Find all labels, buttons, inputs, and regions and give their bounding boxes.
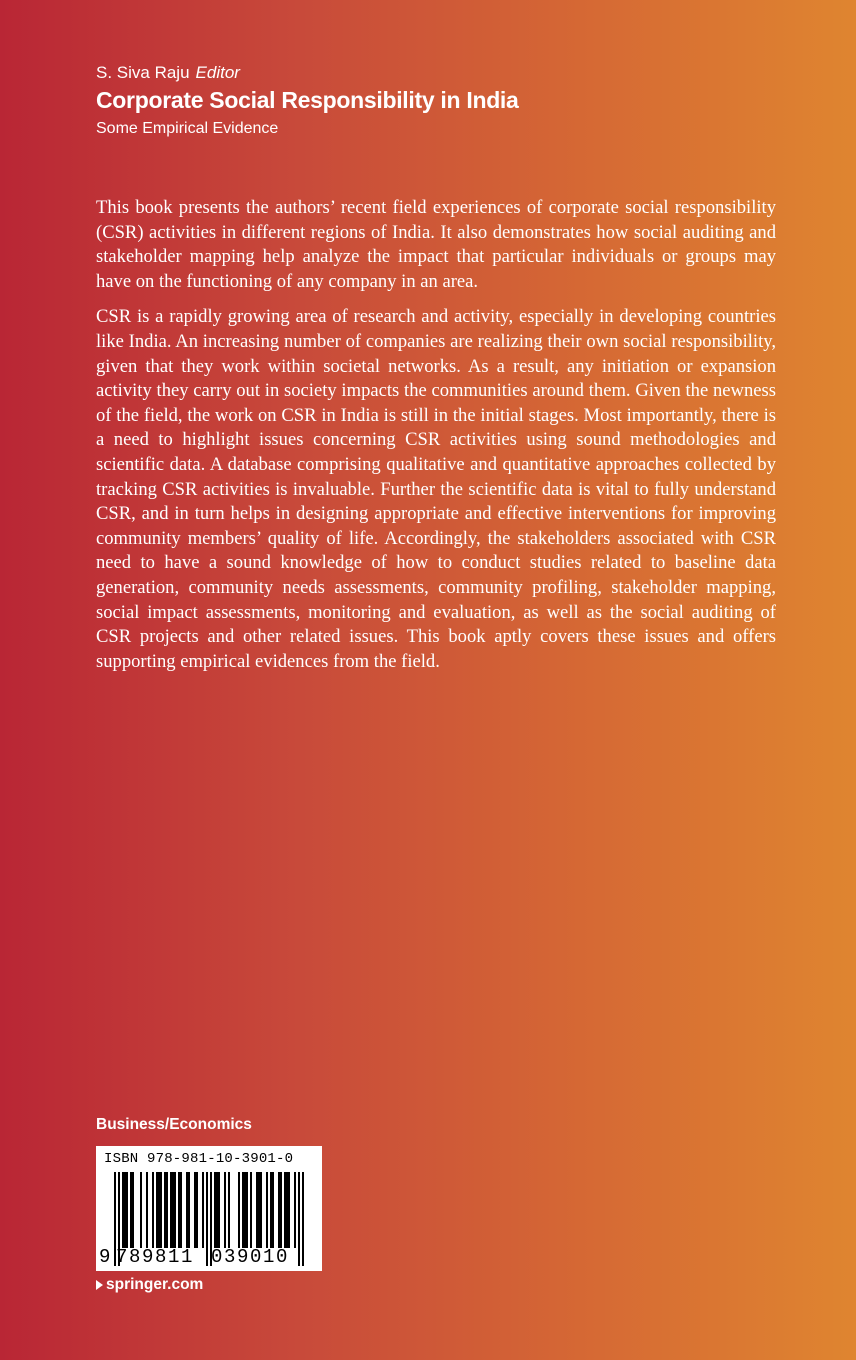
barcode-bar [164,1172,166,1248]
editor-role: Editor [195,63,240,82]
barcode-left-digits: 789811 [116,1246,195,1268]
barcode-bar [294,1172,296,1248]
barcode-bar [178,1172,180,1248]
barcode-bar [140,1172,142,1248]
barcode-bar [238,1172,240,1248]
barcode-bar [146,1172,148,1248]
barcode-bar [258,1172,260,1248]
barcode-bar [266,1172,268,1248]
blurb [96,196,776,685]
cover-header [96,62,796,140]
barcode-bar [132,1172,134,1248]
book-subtitle: Some Empirical Evidence [96,120,279,137]
barcode-bar [130,1172,132,1248]
barcode-bar [302,1172,304,1266]
barcode-bar [242,1172,244,1248]
barcode-bar [206,1172,208,1266]
barcode-bar [280,1172,282,1248]
barcode-bar [218,1172,220,1248]
barcode-bar [224,1172,226,1248]
barcode-bar [174,1172,176,1248]
barcode-bar [288,1172,290,1248]
barcode-bar [246,1172,248,1248]
book-title: Corporate Social Responsibility in India [96,87,519,113]
barcode-bar [244,1172,246,1248]
barcode-bar [156,1172,158,1248]
barcode-bar [172,1172,174,1248]
barcode-bar [256,1172,258,1248]
barcode-bar [260,1172,262,1248]
barcode-bar [278,1172,280,1248]
isbn-barcode [96,1146,322,1271]
barcode-bar [126,1172,128,1248]
barcode-bar [272,1172,274,1248]
editor-line [96,62,796,84]
barcode-bar [194,1172,196,1248]
barcode-bar [286,1172,288,1248]
barcode-bar [158,1172,160,1248]
barcode-bar [124,1172,126,1248]
barcode-bar [186,1172,188,1248]
barcode-bar [152,1172,154,1248]
barcode-bar [170,1172,172,1248]
isbn-label: ISBN 978-981-10-3901-0 [104,1151,294,1167]
barcode-bar [180,1172,182,1248]
editor-name: S. Siva Raju [96,63,190,82]
blurb-paragraph-1: This book presents the authors’ recent field experiences of corporate social responsibility (CSR) activities in different regions of India. It also demonstrates how social auditing and stakeholder mapping help analyze the impact that particular individuals or groups may have on the functioning of any company in an area. [96,197,776,292]
barcode-bar [122,1172,124,1248]
barcode-bar [298,1172,300,1266]
website-text[interactable]: springer.com [106,1276,204,1293]
website-link[interactable] [96,1276,203,1294]
barcode-right-digits: 039010 [211,1246,290,1268]
barcode-bar [196,1172,198,1248]
barcode-bar [250,1172,252,1248]
barcode-bar [214,1172,216,1248]
blurb-paragraph-2: CSR is a rapidly growing area of research and activity, especially in developing countries like India. An increasing number of companies are realizing their own social responsibility, given that they work within societal networks. As a result, any initiation or expansion activity they carry out in society impacts the communities around them. Given the newness of the field, the work on CSR in India is still in the initial stages. Most importantly, there is a need to highlight issues concerning CSR activities using sound methodologies and scientific data. A database comprising qualitative and quantitative approaches collected by tracking CSR activities is invaluable. Further the scientific data is vital to fully understand CSR, and in turn helps in designing appropriate and effective interventions for improving community members’ quality of life. Accordingly, the stakeholders associated with CSR need to have a sound knowledge of how to conduct studies related to baseline data generation, community needs assessments, community profiling, stakeholder mapping, social impact assessments, monitoring and evaluation, as well as the social auditing of CSR projects and other related issues. This book aptly covers these issues and offers supporting empirical evidences from the field. [96,306,776,672]
barcode-bar [188,1172,190,1248]
barcode-bar [270,1172,272,1248]
barcode-bar [166,1172,168,1248]
barcode-bar [216,1172,218,1248]
category-label: Business/Economics [96,1116,252,1133]
barcode-bar [160,1172,162,1248]
barcode-lead-digit: 9 [99,1246,111,1268]
barcode-bar [284,1172,286,1248]
barcode-bar [228,1172,230,1248]
arrow-right-icon [96,1280,103,1290]
barcode-bar [202,1172,204,1248]
